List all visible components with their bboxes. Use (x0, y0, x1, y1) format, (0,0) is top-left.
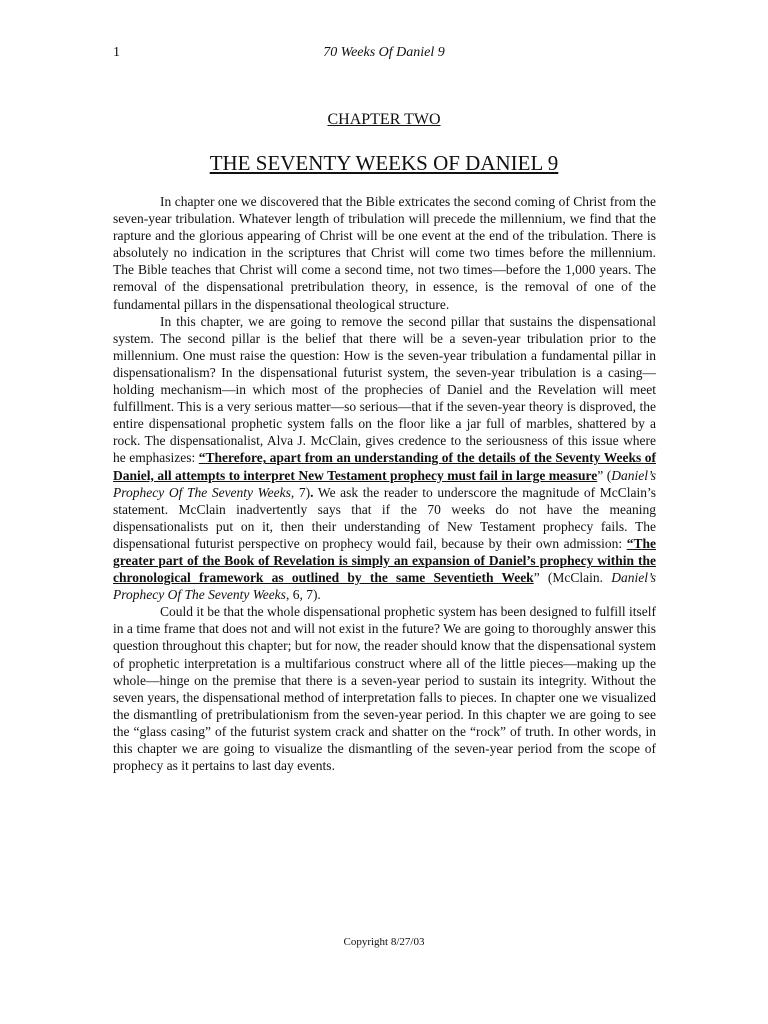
paragraph-2-text-3: , 7) (290, 484, 311, 500)
page-number: 1 (113, 45, 120, 60)
citation-title-2: Daniel’s Prophecy Of The Seventy Weeks (113, 570, 657, 603)
mcclain-quote-1: “Therefore, apart from an understanding of the details of the Seventy Weeks of Daniel, all attempts to interpret New Testament prophecy must fail in large measure (113, 450, 656, 483)
paragraph-2-text-5: ” (McClain. (533, 570, 612, 586)
paragraph-2 (113, 313, 656, 604)
body-text (113, 193, 656, 774)
citation-title-1: Daniel’s Prophecy Of The Seventy Weeks (113, 467, 656, 500)
running-header: 70 Weeks Of Daniel 9 (323, 45, 445, 60)
paragraph-2-text-2: ” ( (597, 467, 612, 483)
paragraph-2-text-6: , 6, 7). (285, 587, 321, 603)
chapter-title: THE SEVENTY WEEKS OF DANIEL 9 (209, 151, 559, 175)
paragraph-1: In chapter one we discovered that the Bible extricates the second coming of Christ from the seven-year tribulation. Whatever length of tribulation will precede the millennium, we find that the rapture and the glorious appearing of Christ will be one event at the end of the tribulation. There is absolutely no indication in the scriptures that Christ will come two times before the millennium. The Bible teaches that Christ will come a second time, not two times—before the 1,000 years. The removal of the dispensational pretribulation theory, in essence, is the removal of one of the fundamental pillars in the dispensational theological structure. (113, 194, 656, 312)
copyright-footer: Copyright 8/27/03 (343, 936, 425, 948)
paragraph-2-text-1: In this chapter, we are going to remove the second pillar that sustains the dispensational system. The second pillar is the belief that there will be a seven-year tribulation prior to the millennium. One must raise the question: How is the seven-year tribulation a fundamental pillar in dispensationalism? In the dispensational futurist system, the seven-year tribulation is a casing—holding mechanism—in which most of the prophecies of Daniel and the Revelation will meet fulfillment. This is a very serious matter—so serious—that if the seven-year theory is disproved, the entire dispensational prophetic system falls on the floor like a jar full of marbles, shattered by a rock. The dispensationalist, Alva J. McClain, gives credence to the seriousness of this issue where he emphasizes: (113, 313, 656, 466)
chapter-label: CHAPTER TWO (327, 111, 441, 128)
paragraph-3: Could it be that the whole dispensational prophetic system has been designed to fulfill itself in a time frame that does not and will not exist in the future? We are going to thoroughly answer this question throughout this chapter; but for now, the reader should know that the dispensational system of prophetic interpretation is a multifarious construct where all of the little pieces—making up the whole—hinge on the premise that there is a seven-year period to sustain its integrity. Without the seven years, the dispensational method of interpretation falls to pieces. In chapter one we visualized the dismantling of pretribulationism from the seven-year period. In this chapter we are going to see the “glass casing” of the futurist system crack and shatter on the “rock” of truth. In other words, in this chapter we are going to visualize the dismantling of the seven-year period from the scope of prophecy as it pertains to last day events. (113, 604, 656, 774)
paragraph-2-period: . (310, 484, 314, 500)
paragraph-2-text-4: We ask the reader to underscore the magnitude of McClain’s statement. McClain inadvertently says that if the 70 weeks do not have the meaning dispensationalists put on it, then their understanding of New Testament prophecy fails. The dispensational futurist perspective on prophecy would fail, because by their own admission: (113, 484, 657, 551)
mcclain-quote-2: “The greater part of the Book of Revelation is simply an expansion of Daniel’s prophecy within the chronological framework as outlined by the same Seventieth Week (113, 535, 656, 586)
